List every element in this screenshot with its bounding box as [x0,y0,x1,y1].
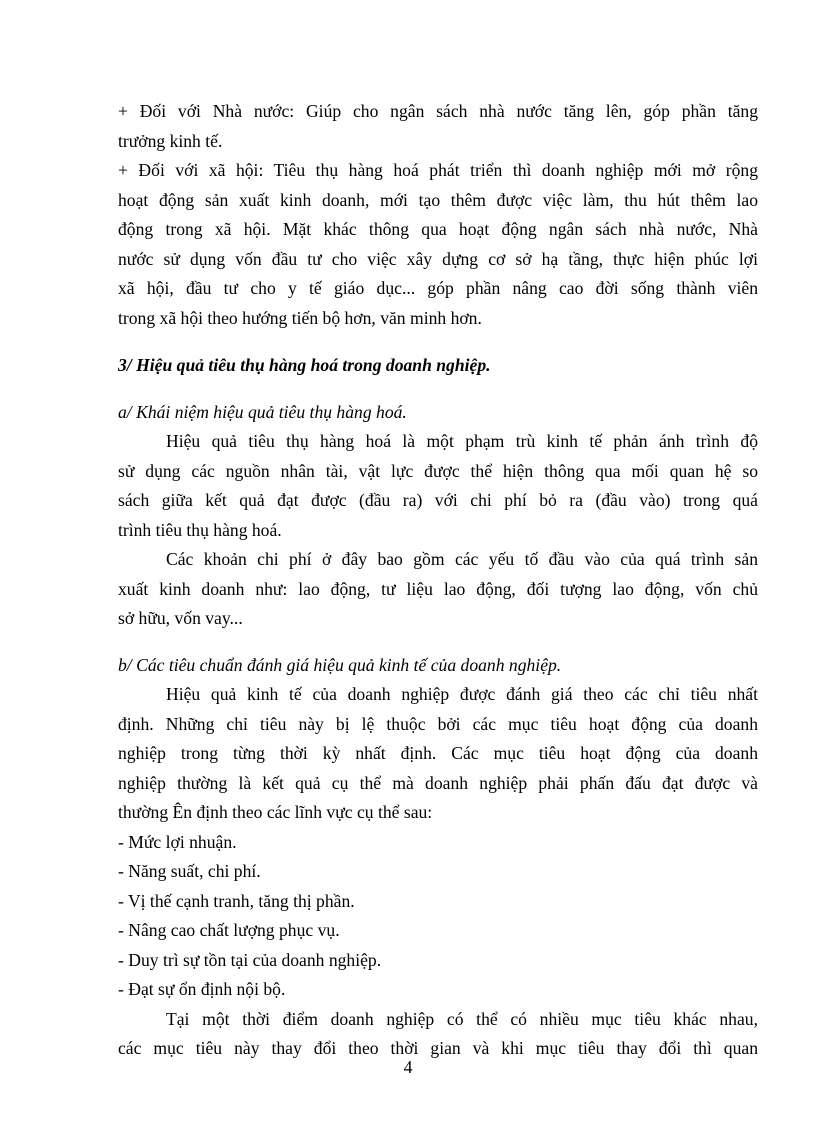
paragraph-costs [118,545,758,634]
text-line: xã hội, đầu tư cho y tế giáo dục... góp phần nâng cao đời sống thành viên [118,278,758,298]
text-line: + Đối với Nhà nước: Giúp cho ngân sách nhà nước tăng lên, góp phần tăng [118,101,758,121]
text-line: trong xã hội theo hướng tiến bộ hơn, văn minh hơn. [118,307,482,328]
text-line: trình tiêu thụ hàng hoá. [118,519,282,540]
list-item: - Mức lợi nhuận. [118,831,237,852]
paragraph-objectives [118,1005,758,1064]
list-item: - Duy trì sự tồn tại của doanh nghiệp. [118,949,382,970]
section-heading: 3/ Hiệu quả tiêu thụ hàng hoá trong doanh nghiệp. [118,355,491,375]
text-line: trưởng kinh tế. [118,130,223,151]
text-line: động trong xã hội. Mặt khác thông qua hoạt động ngân sách nhà nước, Nhà [118,219,758,239]
list-item: - Vị thế cạnh tranh, tăng thị phần. [118,890,355,911]
page-number: 4 [403,1057,413,1077]
text-line: sở hữu, vốn vay... [118,608,243,628]
subsection-heading-b: b/ Các tiêu chuẩn đánh giá hiệu quả kinh tế của doanh nghiệp. [118,654,562,675]
list-item: - Năng suất, chi phí. [118,861,261,881]
spacer [118,634,758,651]
paragraph-definition [118,427,758,545]
paragraph-society [118,156,758,333]
text-line: + Đối với xã hội: Tiêu thụ hàng hoá phát triển thì doanh nghiệp mới mở rộng [118,160,758,180]
text-line: định. Những chỉ tiêu này bị lệ thuộc bởi các mục tiêu hoạt động của doanh [118,713,758,734]
criteria-list [118,828,758,1005]
text-line: Hiệu quả kinh tế của doanh nghiệp được đánh giá theo các chỉ tiêu nhất [166,684,758,704]
text-line: sách giữa kết quả đạt được (đầu ra) với chi phí bỏ ra (đầu vào) trong quá [118,490,758,510]
text-line: Tại một thời điểm doanh nghiệp có thể có nhiều mục tiêu khác nhau, [166,1008,758,1029]
subsection-heading-a: a/ Khái niệm hiệu quả tiêu thụ hàng hoá. [118,401,407,422]
text-line: xuất kinh doanh như: lao động, tư liệu lao động, đối tượng lao động, vốn chủ [118,578,758,599]
text-line: nghiệp trong từng thời kỳ nhất định. Các mục tiêu hoạt động của doanh [118,743,758,763]
text-line: nghiệp thường là kết quả cụ thể mà doanh nghiệp phải phấn đấu đạt được và [118,772,758,793]
list-item: - Đạt sự ổn định nội bộ. [118,979,286,999]
text-line: Hiệu quả tiêu thụ hàng hoá là một phạm trù kinh tế phản ánh trình độ [166,431,758,451]
list-item: - Nâng cao chất lượng phục vụ. [118,920,340,940]
text-line: thường Ên định theo các lĩnh vực cụ thể sau: [118,802,433,822]
text-line: các mục tiêu này thay đổi theo thời gian và khi mục tiêu thay đổi thì quan [118,1038,758,1058]
paragraph-criteria-intro [118,680,758,828]
paragraph-state [118,97,758,156]
text-line: hoạt động sản xuất kinh doanh, mới tạo thêm được việc làm, thu hút thêm lao [118,189,758,210]
text-line: sử dụng các nguồn nhân tài, vật lực được thể hiện thông qua mối quan hệ so [118,460,758,481]
text-line: nước sử dụng vốn đầu tư cho việc xây dựng cơ sở hạ tầng, thực hiện phúc lợi [118,248,758,269]
document-page [118,97,758,1064]
text-line: Các khoản chi phí ở đây bao gồm các yếu tố đầu vào của quá trình sản [166,549,758,569]
